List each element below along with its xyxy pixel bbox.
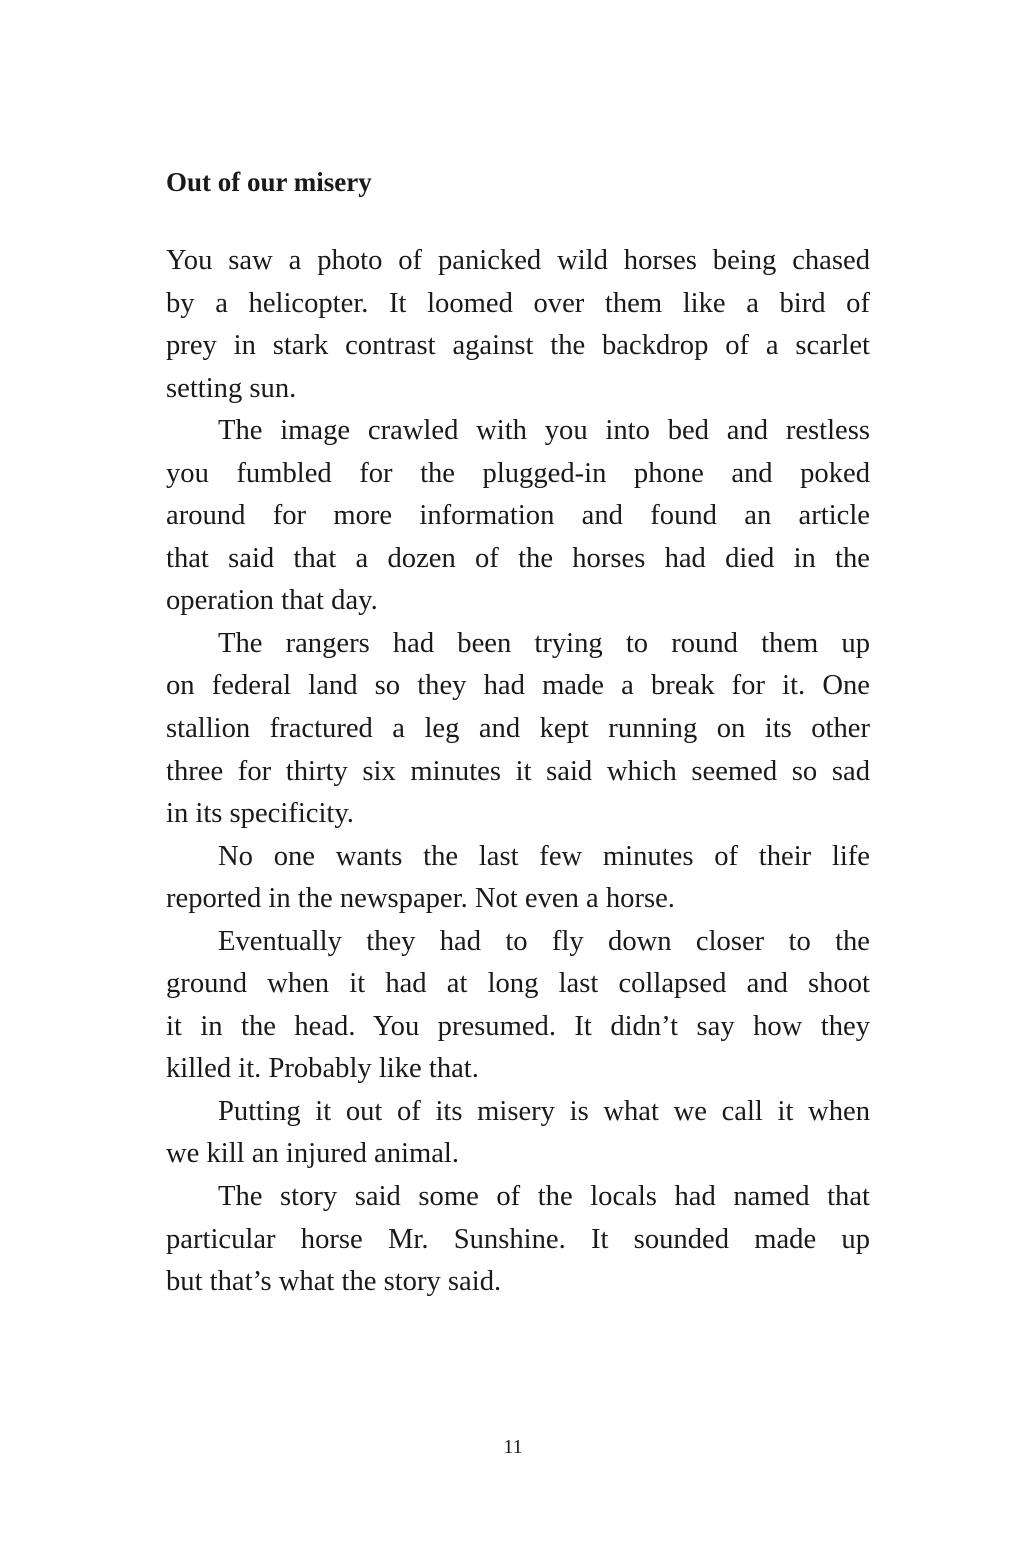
text-line: Putting it out of its misery is what we call it when xyxy=(218,1095,870,1127)
text-line: by a helicopter. It loomed over them like a bird of xyxy=(166,287,870,319)
paragraph xyxy=(166,921,870,1091)
text-line: reported in the newspaper. Not even a horse. xyxy=(166,883,675,915)
paragraph xyxy=(166,1091,870,1176)
text-line: that said that a dozen of the horses had died in the xyxy=(166,542,870,574)
text-line: we kill an injured animal. xyxy=(166,1138,460,1170)
text-line: you fumbled for the plugged-in phone and poked xyxy=(166,457,870,489)
text-line: operation that day. xyxy=(166,585,378,617)
paragraph xyxy=(166,623,870,836)
text-line: The rangers had been trying to round them up xyxy=(218,627,870,659)
text-line: setting sun. xyxy=(166,372,297,404)
paragraph xyxy=(166,410,870,623)
text-line: prey in stark contrast against the backdrop of a scarlet xyxy=(166,330,870,362)
text-line: The story said some of the locals had named that xyxy=(218,1181,870,1213)
text-line: around for more information and found an article xyxy=(166,500,870,532)
text-line: on federal land so they had made a break for it. One xyxy=(166,670,870,702)
text-line: but that’s what the story said. xyxy=(166,1266,502,1298)
text-line: ground when it had at long last collapsed and shoot xyxy=(166,968,870,1000)
text-line: in its specificity. xyxy=(166,798,354,830)
body-text xyxy=(166,240,870,1304)
text-line: three for thirty six minutes it said which seemed so sad xyxy=(166,755,870,787)
text-line: Eventually they had to fly down closer to the xyxy=(218,925,870,957)
paragraph xyxy=(166,1176,870,1304)
chapter-title: Out of our misery xyxy=(166,167,372,197)
text-line: The image crawled with you into bed and restless xyxy=(218,415,870,447)
text-line: No one wants the last few minutes of their life xyxy=(218,840,870,872)
text-line: killed it. Probably like that. xyxy=(166,1053,479,1085)
text-line: You saw a photo of panicked wild horses being chased xyxy=(166,245,870,276)
text-line: stallion fractured a leg and kept running on its other xyxy=(166,713,870,745)
paragraph xyxy=(166,836,870,921)
text-line: particular horse Mr. Sunshine. It sounded made up xyxy=(166,1223,870,1255)
paragraph xyxy=(166,240,870,410)
text-line: it in the head. You presumed. It didn’t say how they xyxy=(166,1010,870,1042)
page-number: 11 xyxy=(503,1436,523,1458)
